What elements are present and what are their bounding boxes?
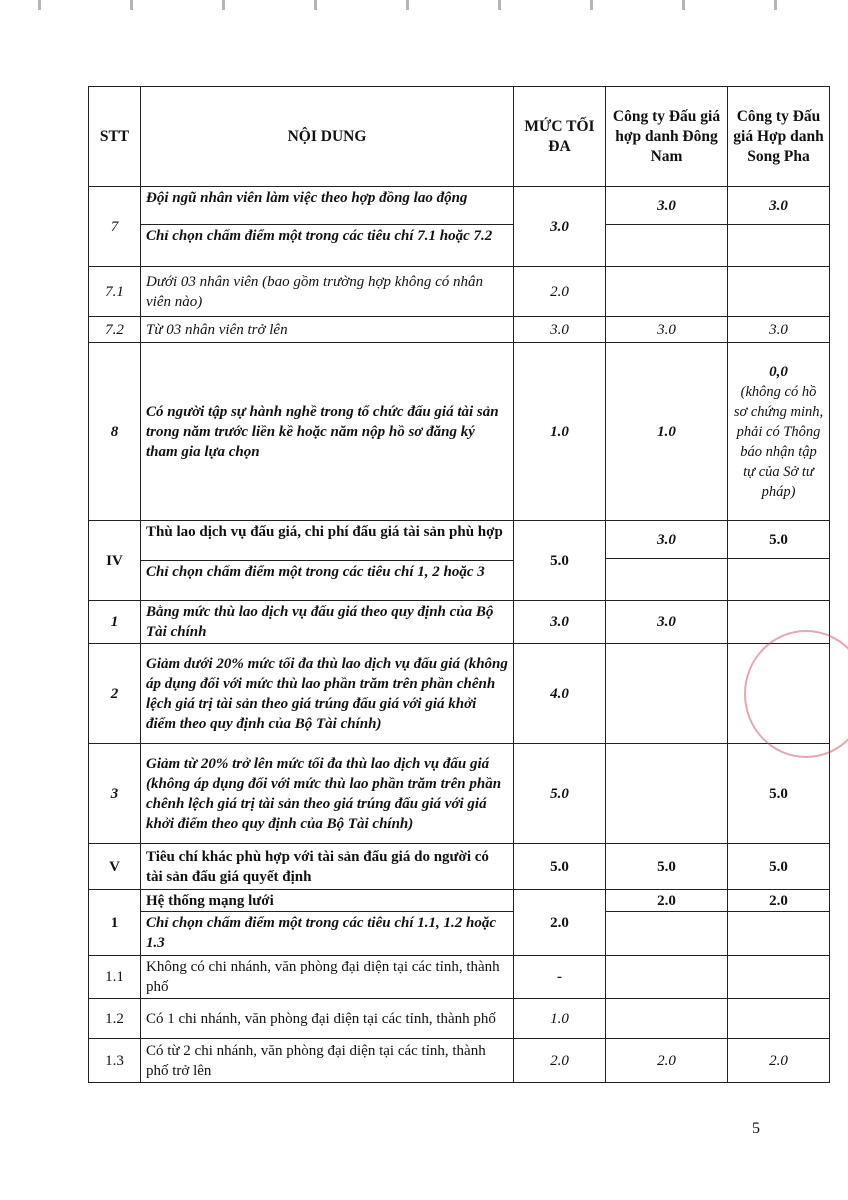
row-max: -	[514, 956, 606, 999]
row-song-pha	[728, 644, 830, 744]
row-dong-nam	[606, 521, 728, 601]
row-dong-nam: 3.0	[606, 317, 728, 343]
row-song-pha	[728, 267, 830, 317]
row-song-pha: 2.0	[728, 1039, 830, 1083]
row-dong-nam	[606, 956, 728, 999]
row-stt: 1	[89, 601, 141, 644]
row-dong-nam: 1.0	[606, 343, 728, 521]
row-max: 2.0	[514, 267, 606, 317]
header-max: MỨC TỐI ĐA	[514, 87, 606, 187]
row-content: Có từ 2 chi nhánh, văn phòng đại diện tại các tỉnh, thành phố trở lên	[141, 1039, 514, 1083]
row-content	[141, 521, 514, 601]
scoring-table	[88, 86, 830, 1083]
table-row	[89, 317, 830, 343]
row-stt: IV	[89, 521, 141, 601]
row-max: 4.0	[514, 644, 606, 744]
row-stt: 1	[89, 890, 141, 956]
row-stt: 7.1	[89, 267, 141, 317]
row-stt: 8	[89, 343, 141, 521]
score-value: 5.0	[728, 521, 829, 559]
row-max: 3.0	[514, 317, 606, 343]
row-dong-nam: 3.0	[606, 601, 728, 644]
row-song-pha	[728, 521, 830, 601]
row-title: Thù lao dịch vụ đấu giá, chi phí đấu giá tài sản phù hợp	[141, 521, 513, 561]
score-value: 0,0	[769, 363, 788, 380]
row-title: Hệ thống mạng lưới	[141, 890, 513, 912]
row-instruction: Chỉ chọn chấm điểm một trong các tiêu chí 7.1 hoặc 7.2	[146, 228, 493, 244]
row-max: 3.0	[514, 601, 606, 644]
table-row	[89, 187, 830, 267]
row-content: Bằng mức thù lao dịch vụ đấu giá theo quy định của Bộ Tài chính	[141, 601, 514, 644]
row-max: 5.0	[514, 844, 606, 890]
row-content	[141, 187, 514, 267]
row-dong-nam	[606, 744, 728, 844]
table-header-row	[89, 87, 830, 187]
table-row	[89, 999, 830, 1039]
row-song-pha	[728, 890, 830, 956]
row-content: Không có chi nhánh, văn phòng đại diện tại các tỉnh, thành phố	[141, 956, 514, 999]
row-content: Tiêu chí khác phù hợp với tài sản đấu giá do người có tài sản đấu giá quyết định	[141, 844, 514, 890]
header-stt: STT	[89, 87, 141, 187]
row-dong-nam	[606, 267, 728, 317]
row-song-pha	[728, 343, 830, 521]
table-row	[89, 890, 830, 956]
table-row	[89, 1039, 830, 1083]
row-dong-nam	[606, 999, 728, 1039]
row-content: Có người tập sự hành nghề trong tổ chức đấu giá tài sản trong năm trước liền kề hoặc năm nộp hồ sơ đăng ký tham gia lựa chọn	[141, 343, 514, 521]
row-max: 1.0	[514, 999, 606, 1039]
row-stt: 2	[89, 644, 141, 744]
score-value: 3.0	[728, 187, 829, 225]
scan-edge-marks	[0, 0, 848, 10]
row-instruction: Chỉ chọn chấm điểm một trong các tiêu chí 1.1, 1.2 hoặc 1.3	[146, 915, 497, 951]
row-song-pha	[728, 187, 830, 267]
row-content: Dưới 03 nhân viên (bao gồm trường hợp không có nhân viên nào)	[141, 267, 514, 317]
row-stt: 1.1	[89, 956, 141, 999]
table-row	[89, 521, 830, 601]
row-song-pha	[728, 601, 830, 644]
row-dong-nam	[606, 187, 728, 267]
header-content: NỘI DUNG	[141, 87, 514, 187]
header-dong-nam: Công ty Đấu giá hợp danh Đông Nam	[606, 87, 728, 187]
row-song-pha: 5.0	[728, 844, 830, 890]
row-content: Có 1 chi nhánh, văn phòng đại diện tại các tỉnh, thành phố	[141, 999, 514, 1039]
row-content	[141, 890, 514, 956]
row-song-pha: 3.0	[728, 317, 830, 343]
table-row	[89, 601, 830, 644]
header-song-pha: Công ty Đấu giá Hợp danh Song Pha	[728, 87, 830, 187]
score-value: 2.0	[728, 890, 829, 912]
row-dong-nam	[606, 644, 728, 744]
row-title: Đội ngũ nhân viên làm việc theo hợp đồng lao động	[141, 187, 513, 225]
row-stt: 7.2	[89, 317, 141, 343]
row-stt: 7	[89, 187, 141, 267]
table-row	[89, 956, 830, 999]
row-max: 5.0	[514, 521, 606, 601]
row-dong-nam	[606, 890, 728, 956]
row-max: 1.0	[514, 343, 606, 521]
page-number: 5	[752, 1120, 760, 1137]
table-row	[89, 744, 830, 844]
score-value: 2.0	[606, 890, 727, 912]
score-value: 3.0	[606, 187, 727, 225]
row-max: 2.0	[514, 890, 606, 956]
score-note: (không có hồ sơ chứng minh, phải có Thông báo nhận tập tự của Sở tư pháp)	[733, 383, 824, 500]
row-stt: 3	[89, 744, 141, 844]
row-max: 3.0	[514, 187, 606, 267]
table-row	[89, 644, 830, 744]
row-max: 5.0	[514, 744, 606, 844]
row-dong-nam: 5.0	[606, 844, 728, 890]
table-row	[89, 343, 830, 521]
row-dong-nam: 2.0	[606, 1039, 728, 1083]
row-instruction: Chỉ chọn chấm điểm một trong các tiêu chí 1, 2 hoặc 3	[146, 564, 485, 580]
row-song-pha	[728, 999, 830, 1039]
row-song-pha	[728, 956, 830, 999]
row-song-pha: 5.0	[728, 744, 830, 844]
row-content: Giảm dưới 20% mức tối đa thù lao dịch vụ đấu giá (không áp dụng đối với mức thù lao phần trăm trên phần chênh lệch giá trị tài sản theo giá trúng đấu giá với giá khởi điểm theo quy định của Bộ Tài chính)	[141, 644, 514, 744]
row-stt: 1.3	[89, 1039, 141, 1083]
table-row	[89, 844, 830, 890]
row-stt: V	[89, 844, 141, 890]
row-content: Giảm từ 20% trở lên mức tối đa thù lao dịch vụ đấu giá (không áp dụng đối với mức thù lao phần trăm trên phần chênh lệch giá trị tài sản theo giá trúng đấu giá với giá khởi điểm theo quy định của Bộ Tài chính)	[141, 744, 514, 844]
score-value: 3.0	[606, 521, 727, 559]
row-content: Từ 03 nhân viên trở lên	[141, 317, 514, 343]
row-max: 2.0	[514, 1039, 606, 1083]
row-stt: 1.2	[89, 999, 141, 1039]
table-row	[89, 267, 830, 317]
